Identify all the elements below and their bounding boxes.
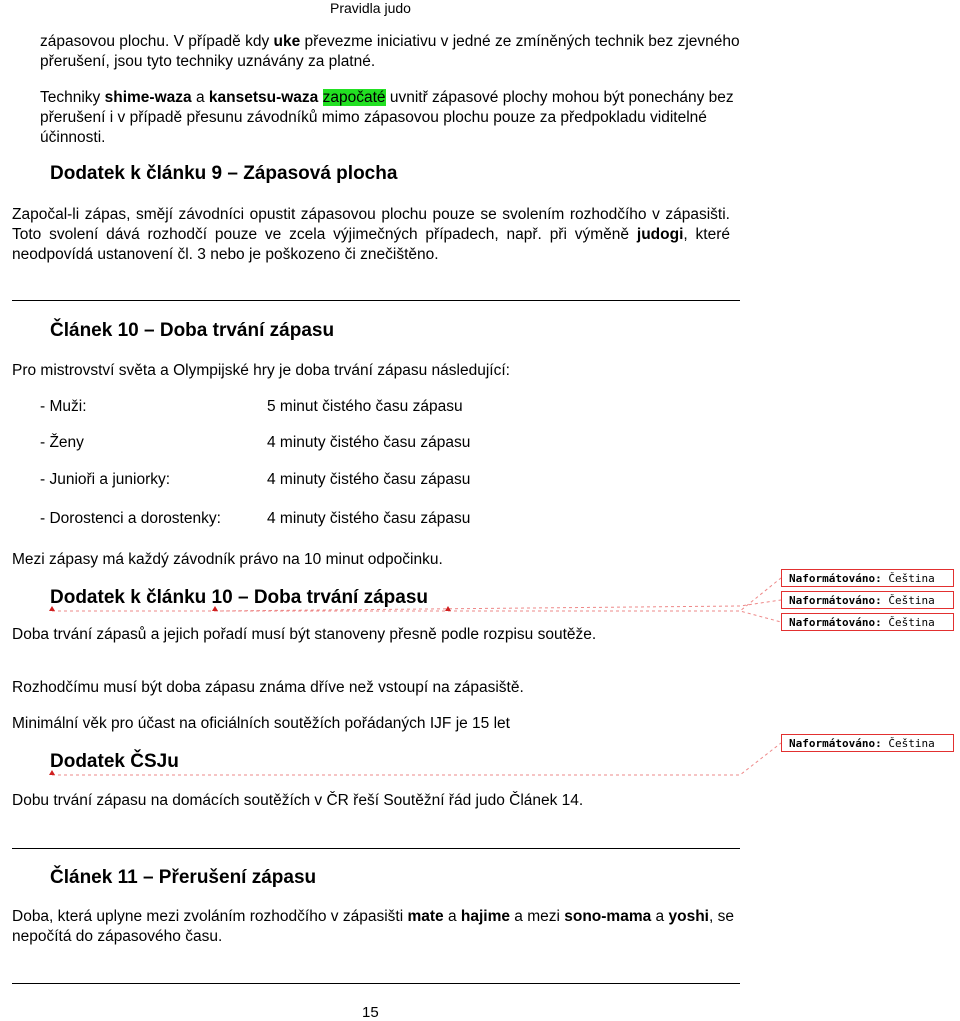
addendum-9-heading: Dodatek k článku 9 – Zápasová plocha bbox=[50, 163, 398, 184]
duration-row-label: - Junioři a juniorky: bbox=[40, 471, 171, 488]
duration-row-value: 4 minuty čistého času zápasu bbox=[267, 510, 471, 527]
article-10-heading: Článek 10 – Doba trvání zápasu bbox=[50, 320, 335, 341]
revision-marker bbox=[49, 770, 55, 775]
format-comment-balloon[interactable]: Naformátováno: Čeština bbox=[781, 569, 954, 587]
addendum-9-paragraph: Započal-li zápas, smějí závodníci opustit zápasovou plochu pouze se svolením rozhodčího v zápasišti. Toto svolení dává rozhodčí pouze ve zcela výjimečných případech, např. při výměně judogi, které neodpovídá ustanovení čl. 3 nebo je poškozeno či znečištěno. bbox=[12, 206, 731, 263]
revision-marker bbox=[445, 606, 451, 611]
revision-marker bbox=[49, 606, 55, 611]
page-header: Pravidla judo bbox=[330, 0, 411, 16]
addendum-10-heading: Dodatek k článku 10 – Doba trvání zápasu bbox=[50, 587, 429, 608]
page-number: 15 bbox=[362, 1004, 379, 1021]
paragraph-ippon-techniques: zápasovou plochu. V případě kdy uke převezme iniciativu v jedné ze zmíněných technik bez zjevného přerušení, jsou tyto techniky uznávány za platné. bbox=[40, 33, 740, 70]
format-comment-balloon[interactable]: Naformátováno: Čeština bbox=[781, 591, 954, 609]
paragraph-shime-kansetsu: Techniky shime-waza a kansetsu-waza započaté uvnitř zápasové plochy mohou být ponechány bez přerušení i v případě přesunu závodníků mimo zápasovou plochu pouze za předpokladu viditelné účinnosti. bbox=[40, 89, 734, 146]
rest-paragraph: Mezi zápasy má každý závodník právo na 10 minut odpočinku. bbox=[12, 551, 443, 568]
duration-row-label: - Muži: bbox=[40, 398, 87, 415]
duration-row-value: 4 minuty čistého času zápasu bbox=[267, 471, 471, 488]
duration-row-value: 5 minut čistého času zápasu bbox=[267, 398, 463, 415]
format-comment-balloon[interactable]: Naformátováno: Čeština bbox=[781, 734, 954, 752]
duration-row-value: 4 minuty čistého času zápasu bbox=[267, 434, 471, 451]
addendum-10-paragraph-3: Minimální věk pro účast na oficiálních soutěžích pořádaných IJF je 15 let bbox=[12, 715, 510, 732]
addendum-csju-paragraph: Dobu trvání zápasu na domácích soutěžích v ČR řeší Soutěžní řád judo Článek 14. bbox=[12, 792, 584, 809]
addendum-csju-heading: Dodatek ČSJu bbox=[50, 751, 179, 772]
duration-row-label: - Ženy bbox=[40, 434, 84, 451]
article-10-intro: Pro mistrovství světa a Olympijské hry je doba trvání zápasu následující: bbox=[12, 362, 510, 379]
duration-row-label: - Dorostenci a dorostenky: bbox=[40, 510, 221, 527]
article-11-paragraph: Doba, která uplyne mezi zvoláním rozhodčího v zápasišti mate a hajime a mezi sono-mama a yoshi, se nepočítá do zápasového času. bbox=[12, 908, 734, 945]
article-11-heading: Článek 11 – Přerušení zápasu bbox=[50, 867, 317, 888]
highlighted-text: započaté bbox=[322, 89, 386, 106]
revision-marker bbox=[212, 606, 218, 611]
format-comment-balloon[interactable]: Naformátováno: Čeština bbox=[781, 613, 954, 631]
addendum-10-paragraph-2: Rozhodčímu musí být doba zápasu známa dříve než vstoupí na zápasiště. bbox=[12, 679, 524, 696]
addendum-10-paragraph-1: Doba trvání zápasů a jejich pořadí musí být stanoveny přesně podle rozpisu soutěže. bbox=[12, 626, 597, 643]
